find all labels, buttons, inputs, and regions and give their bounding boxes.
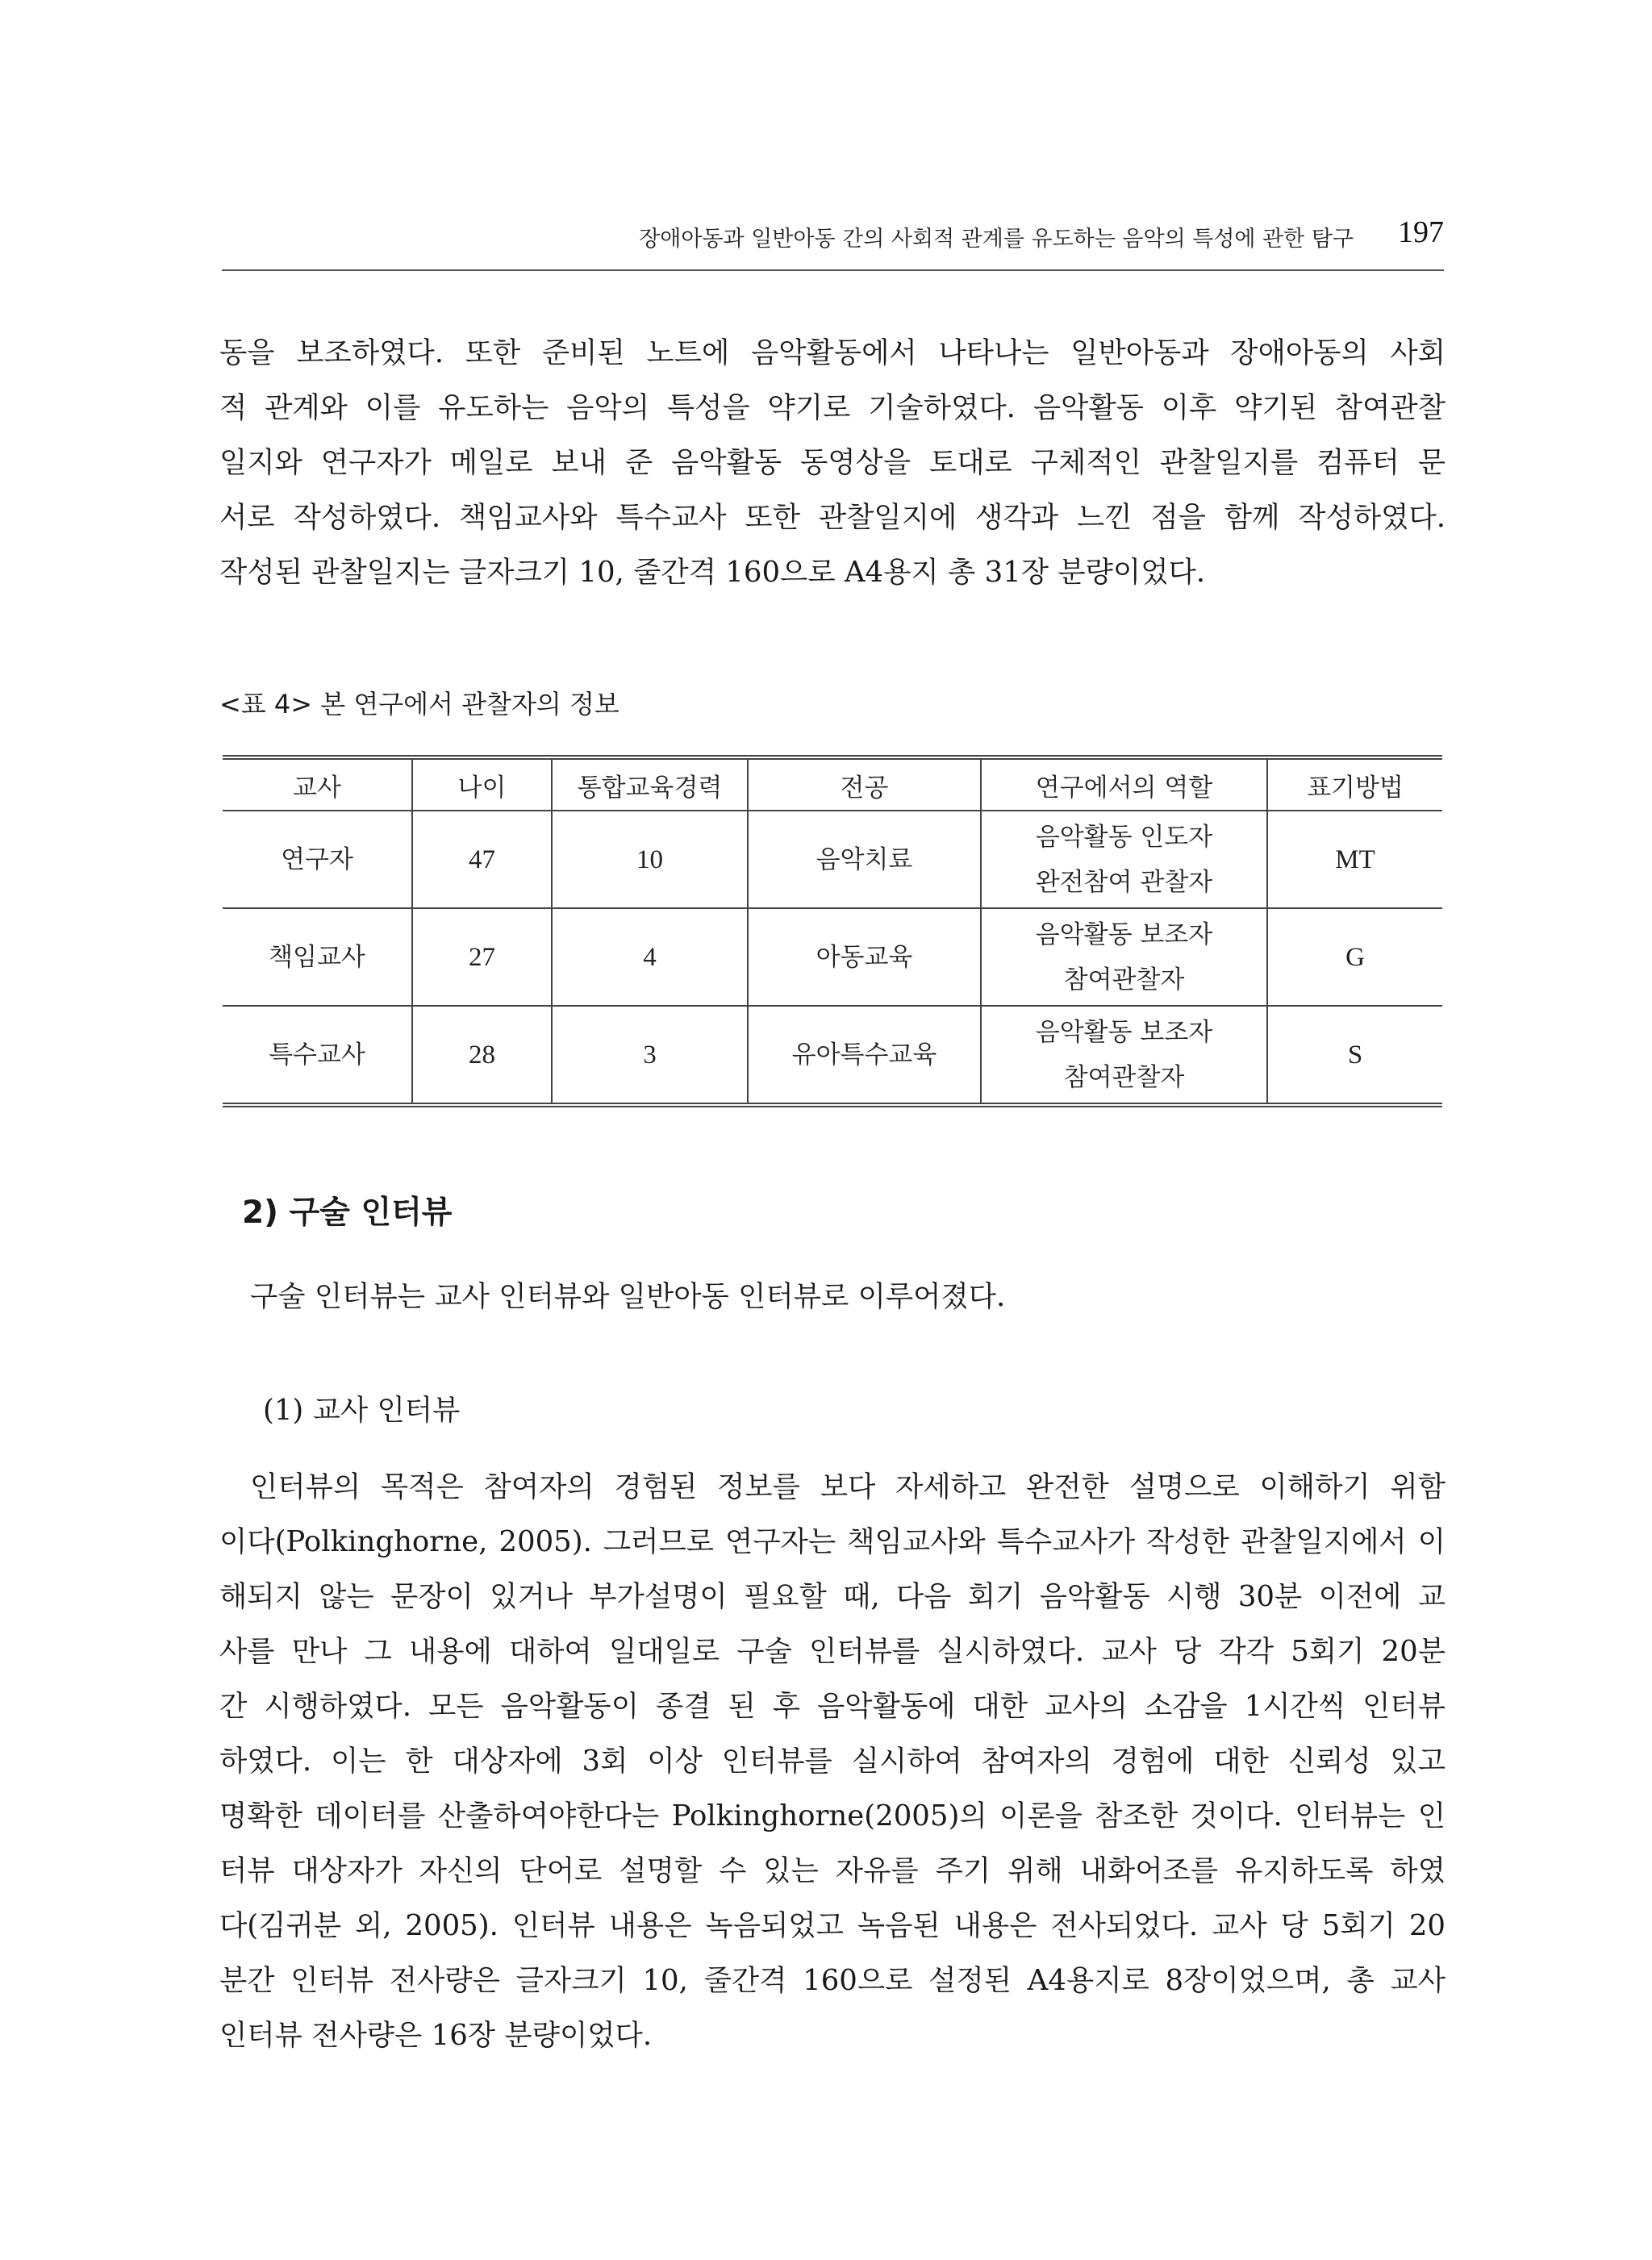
major-cell: 음악치료	[748, 811, 981, 908]
paragraph-line: 이다(Polkinghorne, 2005). 그러므로 연구자는 책임교사와 특수교사가 작성한 관찰일지에서 이	[219, 1525, 1446, 1558]
running-title: 장애아동과 일반아동 간의 사회적 관계를 유도하는 음악의 특성에 관한 탐구	[639, 227, 1354, 252]
major-cell: 아동교육	[748, 908, 981, 1006]
interview-paragraph	[219, 1460, 1446, 2063]
section-intro-line: 구술 인터뷰는 교사 인터뷰와 일반아동 인터뷰로 이루어졌다.	[250, 1280, 1006, 1313]
section-intro	[250, 1270, 1444, 1324]
column-header: 통합교육경력	[552, 757, 748, 811]
age-cell: 27	[412, 908, 552, 1006]
column-header: 교사	[223, 757, 412, 811]
role-cell	[981, 908, 1267, 1006]
role-line: 음악활동 보조자	[1035, 1017, 1213, 1047]
table-header-row	[223, 757, 1442, 811]
running-header	[222, 211, 1444, 271]
paragraph-line: 작성된 관찰일지는 글자크기 10, 줄간격 160으로 A4용지 총 31장 분량이었다.	[219, 556, 1206, 589]
role-line: 음악활동 인도자	[1035, 822, 1213, 852]
intro-paragraph	[219, 326, 1446, 600]
paragraph-line: 해되지 않는 문장이 있거나 부가설명이 필요할 때, 다음 회기 음악활동 시행 30분 이전에 교	[219, 1580, 1446, 1613]
paragraph-line: 인터뷰 전사량은 16장 분량이었다.	[219, 2019, 653, 2052]
role-cell	[981, 1006, 1267, 1105]
observer-table	[223, 755, 1442, 1107]
table-row	[223, 811, 1442, 908]
table-caption: <표 4> 본 연구에서 관찰자의 정보	[219, 689, 620, 719]
table-row	[223, 1006, 1442, 1105]
career-cell: 4	[552, 908, 748, 1006]
role-line: 참여관찰자	[1063, 1062, 1185, 1092]
table-row	[223, 908, 1442, 1006]
paragraph-line: 터뷰 대상자가 자신의 단어로 설명할 수 있는 자유를 주기 위해 내화어조를 유지하도록 하였	[219, 1854, 1446, 1887]
page-number: 197	[1398, 215, 1444, 249]
major-cell: 유아특수교육	[748, 1006, 981, 1105]
role-cell	[981, 811, 1267, 908]
section-heading: 2) 구술 인터뷰	[242, 1195, 453, 1231]
paragraph-line: 사를 만나 그 내용에 대하여 일대일로 구술 인터뷰를 실시하였다. 교사 당 각각 5회기 20분	[219, 1635, 1446, 1668]
paragraph-line: 다(김귀분 외, 2005). 인터뷰 내용은 녹음되었고 녹음된 내용은 전사되었다. 교사 당 5회기 20	[219, 1909, 1446, 1942]
career-cell: 3	[552, 1006, 748, 1105]
sub-heading: (1) 교사 인터뷰	[263, 1394, 461, 1427]
paragraph-line: 간 시행하였다. 모든 음악활동이 종결 된 후 음악활동에 대한 교사의 소감을 1시간씩 인터뷰	[219, 1690, 1446, 1723]
column-header: 나이	[412, 757, 552, 811]
paragraph-line: 인터뷰의 목적은 참여자의 경험된 정보를 보다 자세하고 완전한 설명으로 이해하기 위함	[250, 1470, 1446, 1503]
career-cell: 10	[552, 811, 748, 908]
teacher-cell: 특수교사	[223, 1006, 412, 1105]
age-cell: 47	[412, 811, 552, 908]
code-cell: S	[1347, 1040, 1363, 1070]
paragraph-line: 서로 작성하였다. 책임교사와 특수교사 또한 관찰일지에 생각과 느낀 점을 함께 작성하였다.	[219, 501, 1446, 534]
code-cell: MT	[1267, 811, 1442, 908]
paragraph-line: 하였다. 이는 한 대상자에 3회 이상 인터뷰를 실시하여 참여자의 경험에 대한 신뢰성 있고	[219, 1745, 1446, 1778]
age-cell: 28	[412, 1006, 552, 1105]
paragraph-line: 일지와 연구자가 메일로 보내 준 음악활동 동영상을 토대로 구체적인 관찰일지를 컴퓨터 문	[219, 446, 1446, 479]
paragraph-line: 분간 인터뷰 전사량은 글자크기 10, 줄간격 160으로 설정된 A4용지로 8장이었으며, 총 교사	[219, 1964, 1446, 1997]
column-header: 전공	[748, 757, 981, 811]
paragraph-line: 적 관계와 이를 유도하는 음악의 특성을 약기로 기술하였다. 음악활동 이후 약기된 참여관찰	[219, 391, 1446, 424]
role-line: 완전참여 관찰자	[1035, 867, 1213, 897]
paragraph-line: 명확한 데이터를 산출하여야한다는 Polkinghorne(2005)의 이론을 참조한 것이다. 인터뷰는 인	[219, 1799, 1446, 1833]
paragraph-line: 동을 보조하였다. 또한 준비된 노트에 음악활동에서 나타나는 일반아동과 장애아동의 사회	[219, 336, 1446, 369]
teacher-cell: 연구자	[223, 811, 412, 908]
column-header: 표기방법	[1267, 757, 1442, 811]
code-cell: G	[1267, 908, 1442, 1006]
role-line: 음악활동 보조자	[1035, 919, 1213, 949]
role-line: 참여관찰자	[1063, 965, 1185, 994]
teacher-cell: 책임교사	[223, 908, 412, 1006]
column-header: 연구에서의 역할	[981, 757, 1267, 811]
